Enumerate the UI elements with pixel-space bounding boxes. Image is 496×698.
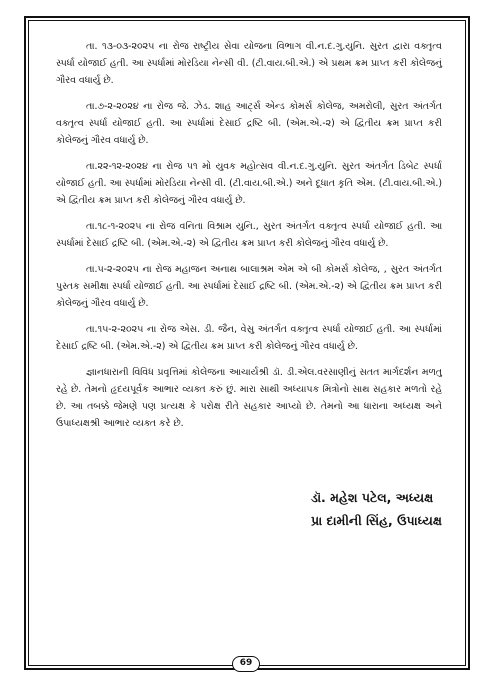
paragraph-book-review: તા.૫-૨-૨૦૨૫ ના રોજ મહાજન અનાથ બાલાશ્રમ એમ એ બી કોમર્સ કોલેજ, , સુરત અંતર્ગત પુસ્તક સમીક્ષા સ્પર્ધા યોજાઈ હતી. આ સ્પર્ધામાં દેસાઈ દ્રષ્ટિ બી. (એમ.એ.-૨) એ દ્વિતીય ક્રમ પ્રાપ્ત કરી કોલેજનું ગૌરવ વધાર્યુ છે. xyxy=(56,264,442,309)
paragraph-youth-festival-debate: તા.૨૨-૧૨-૨૦૨૪ ના રોજ ૫૧ મો યુવક મહોત્સવ વી.ન.દ.ગુ.યુનિ. સુરત અંતર્ગત ડિબેટ સ્પર્ધા યોજાઈ હતી. આ સ્પર્ધામાં મોરડિયા નેન્સી વી. (ટી.વાય.બી.એ.) અને દૂધાત કૃતિ એમ. (ટી.વાય.બી.એ.) એ દ્વિતીય ક્રમ પ્રાપ્ત કરી કોલેજનું ગૌરવ વધાર્યુ છે. xyxy=(56,161,442,206)
paragraph-nss-elocution: તા. ૧૩-૦૩-૨૦૨૫ ના રોજ રાષ્ટ્રીય સેવા યોજના વિભાગ વી.ન.દ.ગુ.યુનિ. સુરત દ્વારા વક્તૃત્વ સ્પર્ધા યોજાઈ હતી. આ સ્પર્ધામાં મોરડિયા નેન્સી વી. (ટી.વાય.બી.એ.) એ પ્રથમ ક્રમ પ્રાપ્ત કરી કોલેજનું ગૌરવ વધાર્યુ છે. xyxy=(56,41,442,86)
paragraph-sd-jain-elocution: તા.૧૫-૨-૨૦૨૫ ના રોજ એસ. ડી. જૈન, વેસુ અંતર્ગત વક્તૃત્વ સ્પર્ધા યોજાઈ હતી. આ સ્પર્ધામાં દેસાઈ દ્રષ્ટિ બી. (એમ.એ.-૨) એ દ્વિતીય ક્રમ પ્રાપ્ત કરી કોલેજનું ગૌરવ વધાર્યુ છે. xyxy=(56,324,442,352)
page-number: 69 xyxy=(232,656,260,672)
signature-vice-chairperson: પ્રા દામીની સિંહ, ઉપાધ્યક્ષ xyxy=(310,513,442,528)
signature-chairperson: ડૉ. મહેશ પટેલ, અધ્યક્ષ xyxy=(310,490,434,505)
paragraph-acknowledgement: જ્ઞાનધારાની વિવિધ પ્રવૃત્તિમાં કોલેજના આચાર્યશ્રી ડૉ. ડી.એલ.વરસાણીનું સતત માર્ગદર્શન મળતુ રહે છે. તેમનો હૃદયપૂર્વક આભાર વ્યક્ત કરું છું. મારા સાથી અધ્યાપક મિત્રોનો સાથ સહકાર મળતો રહે છે. આ તબક્કે જેમણે પણ પ્રત્યક્ષ કે પરોક્ષ રીતે સહકાર આપ્યો છે. તેમનો આ ધારાના અધ્યક્ષ અને ઉપાધ્યક્ષશ્રી આભાર વ્યક્ત કરે છે. xyxy=(56,367,442,429)
paragraph-amroli-elocution: તા.૭-૨-૨૦૨૪ ના રોજ જે. ઝેડ. શાહ આર્ટ્સ એન્ડ કોમર્સ કોલેજ, અમરોલી, સુરત અંતર્ગત વક્તૃત્વ સ્પર્ધા યોજાઈ હતી. આ સ્પર્ધામાં દેસાઈ દ્રષ્ટિ બી. (એમ.એ.-૨) એ દ્વિતીય ક્રમ પ્રાપ્ત કરી કોલેજનું ગૌરવ વધાર્યુ છે. xyxy=(56,101,442,146)
signature-block xyxy=(311,486,442,532)
paragraph-vanita-vishram-elocution: તા.૧૮-૧-૨૦૨૫ ના રોજ વનિતા વિશ્રામ યુનિ., સુરત અંતર્ગત વક્તૃત્વ સ્પર્ધા યોજાઈ હતી. આ સ્પર્ધામાં દેસાઈ દ્રષ્ટિ બી. (એમ.એ.-૨) એ દ્વિતીય ક્રમ પ્રાપ્ત કરી કોલેજનું ગૌરવ વધાર્યુ છે. xyxy=(56,221,442,249)
document-body xyxy=(56,38,442,441)
